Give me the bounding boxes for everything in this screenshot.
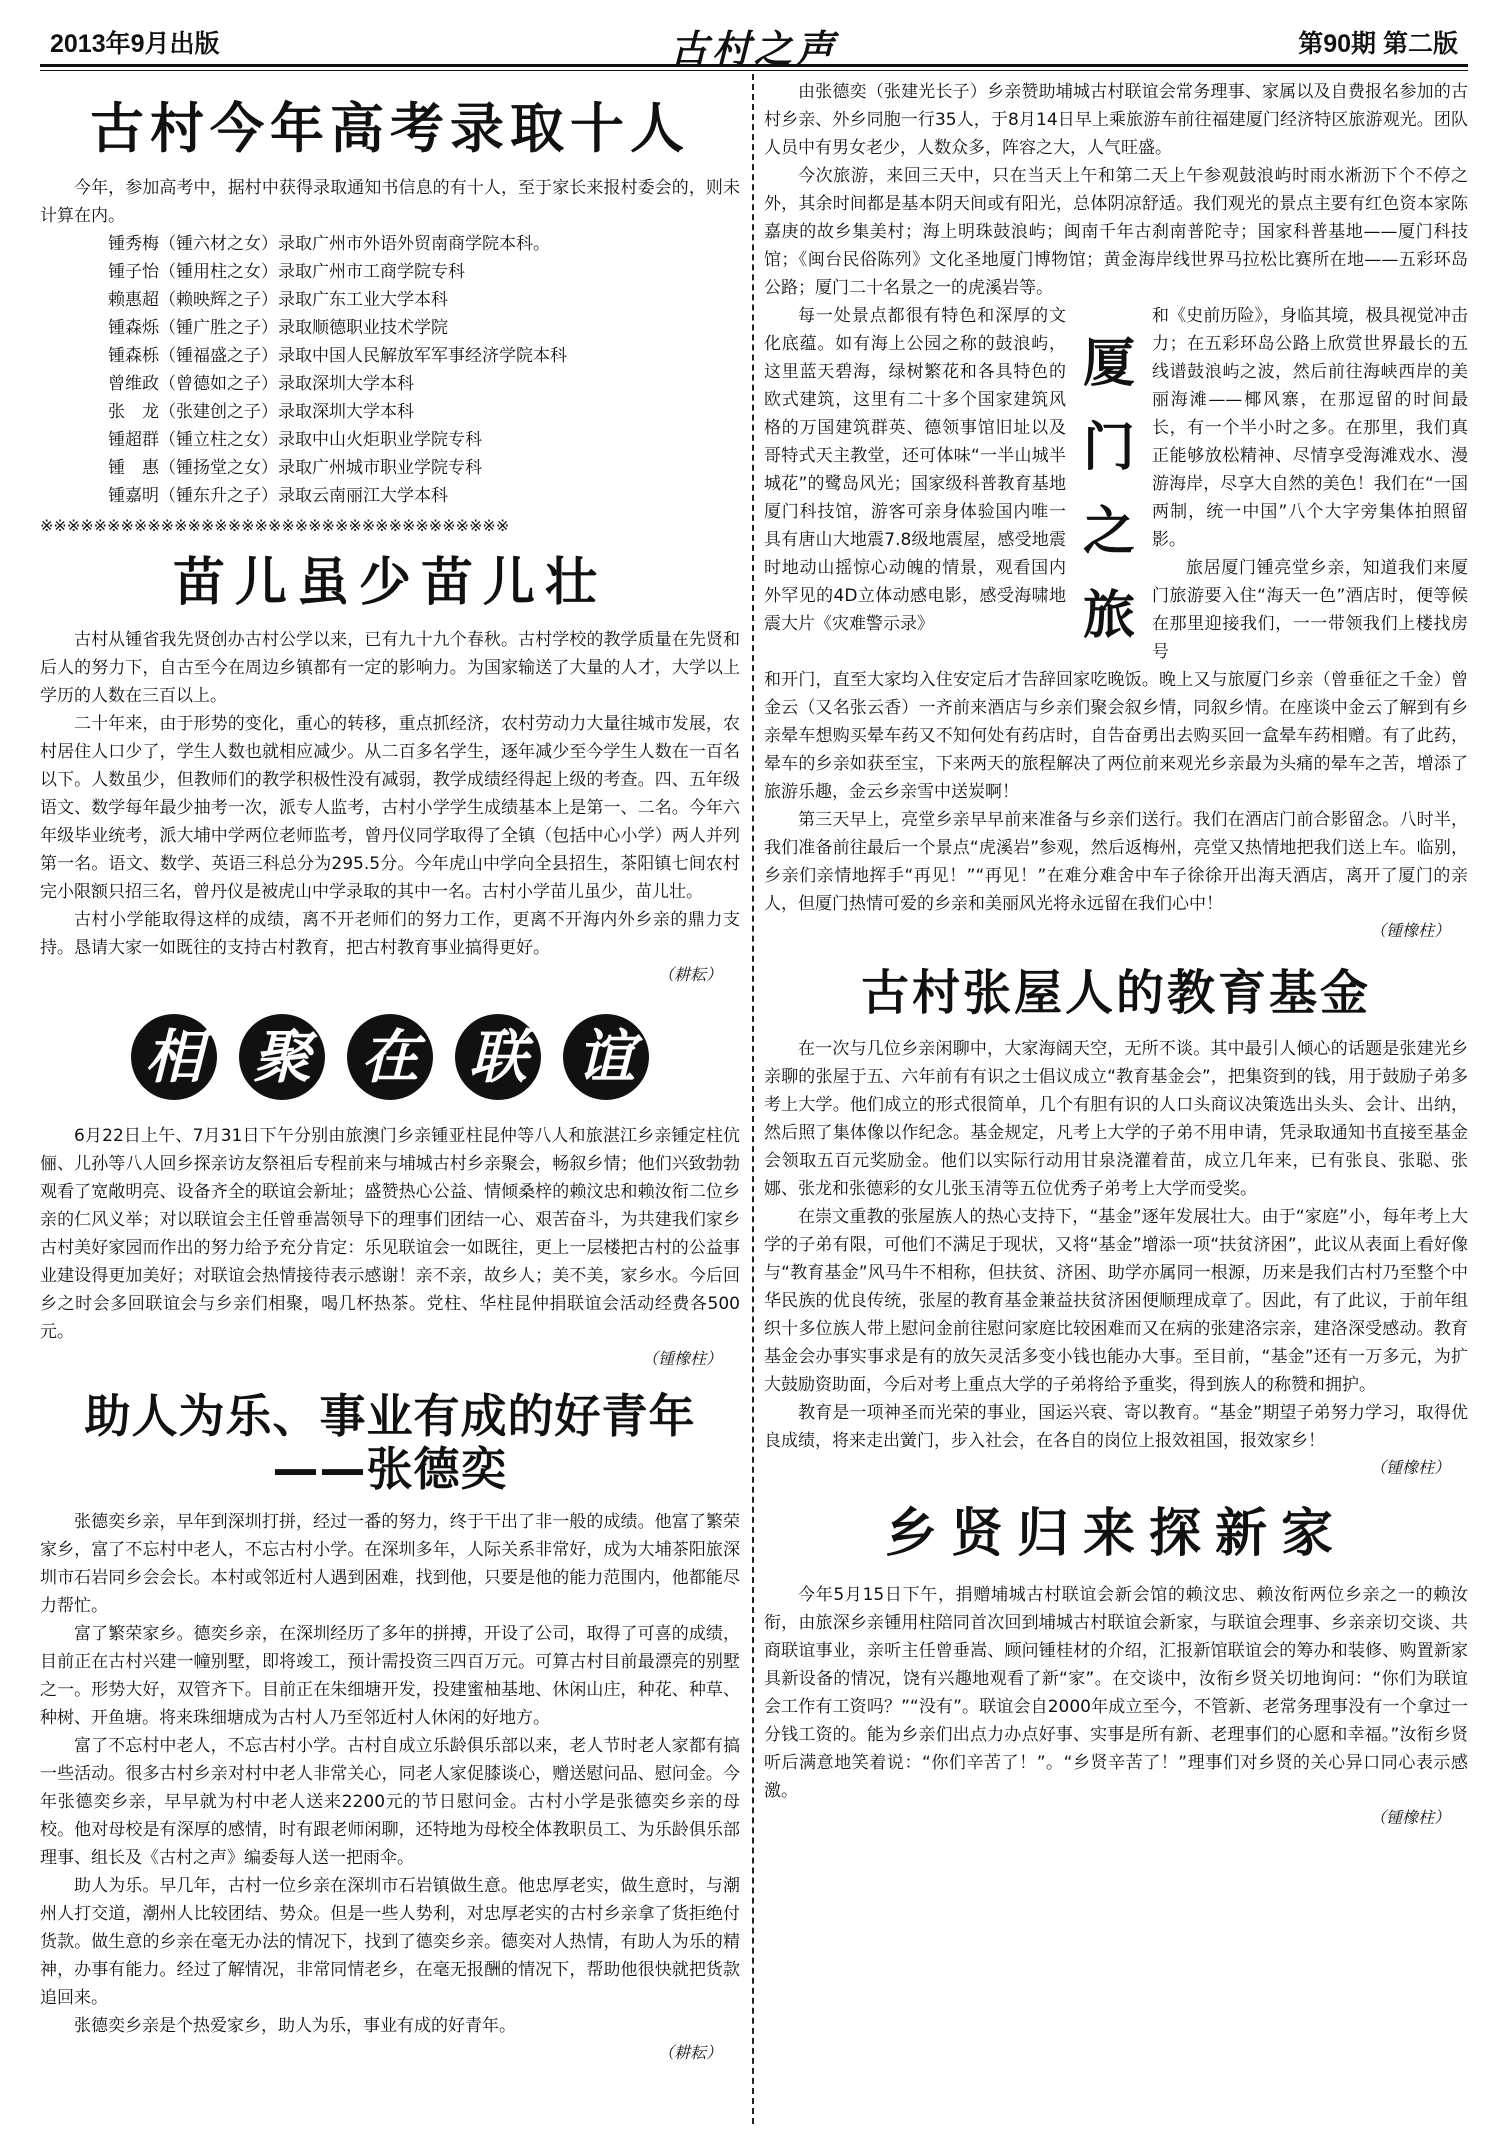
paragraph: 6月22日上午、7月31日下午分别由旅澳门乡亲锺亚柱昆仲等八人和旅湛江乡亲锺定柱伉俪、儿孙等八人回乡探亲访友祭祖后专程前来与埔城古村乡亲聚会，畅叙乡情；他们兴致勃勃观看了宽敞明亮、设备齐全的联谊会新址；盛赞热心公益、情倾桑梓的赖汶忠和赖汝衔二位乡亲的仁风义举；对以联谊会主任曾垂嵩领导下的理事们团结一心、艰苦奋斗，为共建我们家乡古村美好家园而作出的努力给予充分肯定：乐见联谊会一如既往，更上一层楼把古村的公益事业建设得更加美好；对联谊会热情接待表示感谢！亲不亲，故乡人；美不美，家乡水。今后回乡之时会多回联谊会与乡亲们相聚，喝几杯热茶。党柱、华柱昆仲捐联谊会活动经费各500元。	[40, 1125, 740, 1342]
paragraph: 助人为乐。早几年，古村一位乡亲在深圳市石岩镇做生意。他忠厚老实，做生意时，与潮州人打交道，潮州人比较团结、势众。但是一些人势利，对忠厚老实的古村乡亲拿了货拒绝付货款。做生意的乡亲在毫无办法的情况下，找到了德奕乡亲。德奕对人热情，有助人为乐的精神，办事有能力。经过了解情况，非常同情老乡，在毫无报酬的情况下，帮助他很快就把货款追回来。	[40, 1875, 740, 2008]
paragraph: 今年5月15日下午，捐赠埔城古村联谊会新会馆的赖汶忠、赖汝衔两位乡亲之一的赖汝衔，由旅深乡亲锺用柱陪同首次回到埔城古村联谊会新家，与联谊会理事、乡亲亲切交谈、共商联谊事业，亲听主任曾垂嵩、顾问锺桂材的介绍，汇报新馆联谊会的筹办和装修、购置新家具新设备的情况，饶有兴趣地观看了新“家”。在交谈中，汝衔乡贤关切地询问：“你们为联谊会工作有工资吗？”“没有”。联谊会自2000年成立至今，不管新、老常务理事没有一个拿过一分钱工资的。能为乡亲们出点力办点好事、实事是所有新、老理事们的心愿和幸福。”汝衔乡贤听后满意地笑着说：“你们辛苦了！”。“乡贤辛苦了！”理事们对乡贤的关心异口同心表示感激。	[764, 1584, 1468, 1801]
paragraph: 第三天早上，亮堂乡亲早早前来准备与乡亲们送行。我们在酒店门前合影留念。八时半，我们准备前往最后一个景点“虎溪岩”参观，然后返梅州，亮堂又热情地把我们送上车。临别，乡亲们亲情地挥手“再见！”“再见！”在难分难舍中车子徐徐开出海天酒店，离开了厦门的亲人，但厦门热情可爱的乡亲和美丽风光将永远留在我们心中！	[764, 810, 1468, 914]
masthead-rule	[40, 64, 1468, 67]
paragraph: 和《史前历险》，身临其境，极具视觉冲击力；在五彩环岛公路上欣赏世界最长的五线谱鼓浪屿之波，然后前往海峡西岸的美丽海滩——椰风寨，在那逗留的时间最长，有一个半小时之多。在那里，我们真正能够放松精神、尽情享受海滩戏水、漫游海岸，尽享大自然的美色！我们在“一国两制，统一中国”八个大字旁集体拍照留影。	[1152, 306, 1468, 550]
left-column	[40, 78, 740, 2128]
headline-xiangxian: 乡贤归来探新家	[884, 1504, 1347, 1565]
author-signature: （锺橡柱）	[1369, 1458, 1450, 1478]
article-body	[40, 626, 740, 962]
admission-item: 锺超群（锺立柱之女）录取中山火炬职业学院专科	[108, 430, 482, 451]
paragraph: 张德奕乡亲是个热爱家乡，助人为乐，事业有成的好青年。	[74, 2015, 516, 2036]
paragraph: 教育是一项神圣而光荣的事业，国运兴衰、寄以教育。“基金”期望子弟努力学习，取得优良成绩，将来走出黉门，步入社会，在各自的岗位上报效祖国，报效家乡！	[764, 1403, 1468, 1452]
headline-zhangdeyi: 助人为乐、事业有成的好青年——张德奕	[84, 1388, 696, 1496]
headline-char: 聚	[239, 1014, 325, 1100]
headline-miaoer: 苗儿虽少苗儿壮	[172, 553, 607, 614]
paragraph: 富了不忘村中老人，不忘古村小学。古村自成立乐龄俱乐部以来，老人节时老人家都有搞一些活动。很多古村乡亲对村中老人非常关心，同老人家促膝谈心，赠送慰问品、慰问金。今年张德奕乡亲，早早就为村中老人送来2200元的节日慰问金。古村小学是张德奕乡亲的母校。他对母校是有深厚的感情，时有跟老师闲聊，还特地为母校全体教职员工、为乐龄俱乐部理事、组长及《古村之声》编委每人送一把雨伞。	[40, 1735, 740, 1868]
paragraph: 旅居厦门锺亮堂乡亲，知道我们来厦门旅游要入住“海天一色”酒店时，便等候在那里迎接我们，一一带领我们上楼找房号	[1152, 558, 1468, 662]
author-signature: （锺橡柱）	[641, 1348, 722, 1368]
article-gaokao	[40, 78, 740, 538]
article-body	[40, 1122, 740, 1346]
admission-item: 锺子怡（锺用柱之女）录取广州市工商学院专科	[108, 262, 465, 283]
headline-char: 相	[131, 1014, 217, 1100]
issue-number: 第90期 第二版	[1298, 30, 1458, 58]
headline-char: 联	[455, 1014, 541, 1100]
article-body	[40, 174, 740, 230]
paragraph: 在一次与几位乡亲闲聊中，大家海阔天空，无所不谈。其中最引人倾心的话题是张建光乡亲聊的张屋于五、六年前有有识之士倡议成立“教育基金会”，把集资到的钱，用于鼓励子弟多考上大学。他们成立的形式很简单，几个有胆有识的人口头商议决策选出头头、会计、出纳，然后照了集体像以作纪念。基金规定，凡考上大学的子弟不用申请，凭录取通知书直接至基金会领取五百元奖励金。他们以实际行动用甘泉浇灌着苗，成立几年来，已有张良、张聪、张娜、张龙和张德彩的女儿张玉清等五位优秀子弟考上大学而受奖。	[764, 1039, 1468, 1200]
headline-xiamen	[1066, 302, 1152, 666]
publish-date: 2013年9月出版	[50, 30, 220, 58]
admission-item: 曾维政（曾德如之子）录取深圳大学本科	[108, 374, 414, 395]
right-column	[764, 78, 1468, 2128]
article-body	[40, 1508, 740, 2040]
author-signature: （耕耘）	[657, 964, 722, 984]
headline-char: 之	[1082, 501, 1135, 562]
headline-char: 在	[347, 1014, 433, 1100]
headline-char: 谊	[563, 1014, 649, 1100]
article-jijin	[764, 944, 1468, 1481]
paragraph: 张德奕乡亲，早年到深圳打拼，经过一番的努力，终于干出了非一般的成绩。他富了繁荣家乡，富了不忘村中老人，不忘古村小学。在深圳多年，人际关系非常好，成为大埔茶阳旅深圳市石岩同乡会会长。本村或邻近村人遇到困难，找到他，只要是他的能力范围内，他都能尽力帮忙。	[40, 1511, 740, 1616]
admission-item: 锺嘉明（锺东升之子）录取云南丽江大学本科	[108, 486, 448, 507]
article-body	[764, 78, 1468, 302]
admission-item: 张 龙（张建创之子）录取深圳大学本科	[108, 402, 414, 423]
paragraph: 富了繁荣家乡。德奕乡亲，在深圳经历了多年的拼搏，开设了公司，取得了可喜的成绩，目前正在古村兴建一幢别墅，即将竣工，预计需投资三四百万元。可算古村目前最漂亮的别墅之一。形势大好，双管齐下。目前正在朱细塘开发，投建蜜柚基地、休闲山庄，种花、种草、种树、开鱼塘。将来珠细塘成为古村人乃至邻近村人休闲的好地方。	[40, 1623, 740, 1728]
headline-char: 厦	[1082, 333, 1135, 394]
headline-gaokao: 古村今年高考录取十人	[90, 97, 690, 160]
headline-char: 门	[1082, 417, 1135, 478]
headline-xiangju	[40, 988, 740, 1122]
paragraph: 今年，参加高考中，据村中获得录取通知书信息的有十人，至于家长来报村委会的，则未计算在内。	[40, 178, 740, 227]
admission-item: 锺森烁（锺广胜之子）录取顺德职业技术学院	[108, 318, 448, 339]
admission-item: 锺秀梅（锺六材之女）录取广州市外语外贸南商学院本科。	[108, 234, 550, 255]
masthead-rule-thin	[40, 70, 1468, 71]
paragraph: 在崇文重教的张屋族人的热心支持下，“基金”逐年发展壮大。由于“家庭”小，每年考上大学的子弟有限，可他们不满足于现状，又将“基金”增添一项“扶贫济困”，此议从表面上看好像与“教育基金”风马牛不相称，但扶贫、济困、助学亦属同一根源，历来是我们古村乃至整个中华民族的优良传统，张屋的教育基金兼益扶贫济困便顺理成章了。因此，有了此议，于前年组织十多位族人带上慰问金前往慰问家庭比较困难而又在病的张建洛宗亲，建洛深受感动。教育基金会办事实事求是有的放矢灵活多变小钱也能办大事。至目前，“基金”还有一万多元，为扩大鼓励资助面，今后对考上重点大学的子弟将给予重奖，得到族人的称赞和拥护。	[764, 1207, 1468, 1396]
paragraph: 古村小学能取得这样的成绩，离不开老师们的努力工作，更离不开海内外乡亲的鼎力支持。恳请大家一如既往的支持古村教育，把古村教育事业搞得更好。	[40, 909, 740, 958]
xiamen-left-text	[764, 302, 1066, 666]
masthead	[40, 18, 1468, 71]
newspaper-title: 古村之声	[669, 26, 838, 71]
author-signature: （锺橡柱）	[1369, 921, 1450, 940]
author-signature: （锺橡柱）	[1369, 1807, 1450, 1827]
paragraph: 古村从锺省我先贤创办古村公学以来，已有九十九个春秋。古村学校的教学质量在先贤和后人的努力下，自古至今在周边乡镇都有一定的影响力。为国家输送了大量的人才，大学以上学历的人数在三百以上。	[40, 629, 740, 706]
article-zhangdeyi	[40, 1372, 740, 2066]
admission-item: 锺 惠（锺扬堂之女）录取广州城市职业学院专科	[108, 458, 482, 479]
paragraph: 和开门，直至大家均入住安定后才告辞回家吃晚饭。晚上又与旅厦门乡亲（曾垂征之千金）曾金云（又名张云香）一齐前来酒店与乡亲们聚会叙乡情，同叙乡情。在座谈中金云了解到有乡亲晕车想购买晕车药又不知何处有药店时，自告奋勇出去购买回一盒晕车药相赠。有了此药，晕车的乡亲如获至宝，下来两天的旅程解决了两位前来观光乡亲最为头痛的晕车之苦，增添了旅游乐趣，金云乡亲雪中送炭啊！	[764, 670, 1468, 802]
article-body	[764, 666, 1468, 918]
article-xiangju	[40, 988, 740, 1372]
headline-jijin: 古村张屋人的教育基金	[860, 965, 1371, 1021]
paragraph: 由张德奕（张建光长子）乡亲赞助埔城古村联谊会常务理事、家属以及自费报名参加的古村乡亲、外乡同胞一行35人，于8月14日早上乘旅游车前往福建厦门经济特区旅游观光。团队人员中有男女老少，人数众多，阵容之大，人气旺盛。	[764, 82, 1468, 158]
article-body	[764, 1581, 1468, 1805]
admission-item: 锺森栎（锺福盛之子）录取中国人民解放军军事经济学院本科	[108, 346, 567, 367]
xiamen-split	[764, 302, 1468, 666]
article-xiamen	[764, 78, 1468, 944]
author-signature: （耕耘）	[657, 2042, 722, 2062]
article-xiangxian	[764, 1481, 1468, 1831]
paragraph: 每一处景点都很有特色和深厚的文化底蕴。如有海上公园之称的鼓浪屿，这里蓝天碧海，绿树繁花和各具特色的欧式建筑，这里有二十多个国家建筑风格的万国建筑群英、德领事馆旧址以及哥特式天主教堂，还可体味“一半山城半城花”的鹭岛风光；国家级科普教育基地厦门科技馆，游客可亲身体验国内唯一具有唐山大地震7.8级地震屋，感受地震时地动山摇惊心动魄的情景，观看国内外罕见的4D立体动感电影，感受海啸地震大片《灾难警示录》	[764, 306, 1066, 634]
article-miaoer	[40, 542, 740, 988]
paragraph: 二十年来，由于形势的变化，重心的转移，重点抓经济，农村劳动力大量往城市发展，农村居住人口少了，学生人数也就相应减少。从二百多名学生，逐年减少至今学生人数在一百名以下。人数虽少，但教师们的教学积极性没有减弱，教学成绩经得起上级的考查。四、五年级语文、数学每年最少抽考一次，派专人监考，古村小学学生成绩基本上是第一、二名。今年六年级毕业统考，派大埔中学两位老师监考，曾丹仪同学取得了全镇（包括中心小学）两人并列第一名。语文、数学、英语三科总分为295.5分。今年虎山中学向全县招生，茶阳镇七间农村完小限额只招三名，曾丹仪是被虎山中学录取的其中一名。古村小学苗儿虽少，苗儿壮。	[40, 713, 740, 902]
column-divider	[752, 74, 754, 2124]
admission-list	[40, 230, 740, 510]
headline-char: 旅	[1082, 585, 1135, 646]
article-body	[764, 1035, 1468, 1455]
star-divider: ※※※※※※※※※※※※※※※※※※※※※※※※※※※※※※※※※※※	[40, 516, 510, 536]
xiamen-right-text	[1152, 302, 1468, 666]
admission-item: 赖惠超（赖映辉之子）录取广东工业大学本科	[108, 290, 448, 311]
paragraph: 今次旅游，来回三天中，只在当天上午和第二天上午参观鼓浪屿时雨水淅沥下个不停之外，其余时间都是基本阴天间或有阳光，总体阴凉舒适。我们观光的景点主要有红色资本家陈嘉庚的故乡集美村；海上明珠鼓浪屿；闽南千年古刹南普陀寺；国家科普基地——厦门科技馆；《闽台民俗陈列》文化圣地厦门博物馆；黄金海岸线世界马拉松比赛所在地——五彩环岛公路；厦门二十名景之一的虎溪岩等。	[764, 166, 1468, 298]
